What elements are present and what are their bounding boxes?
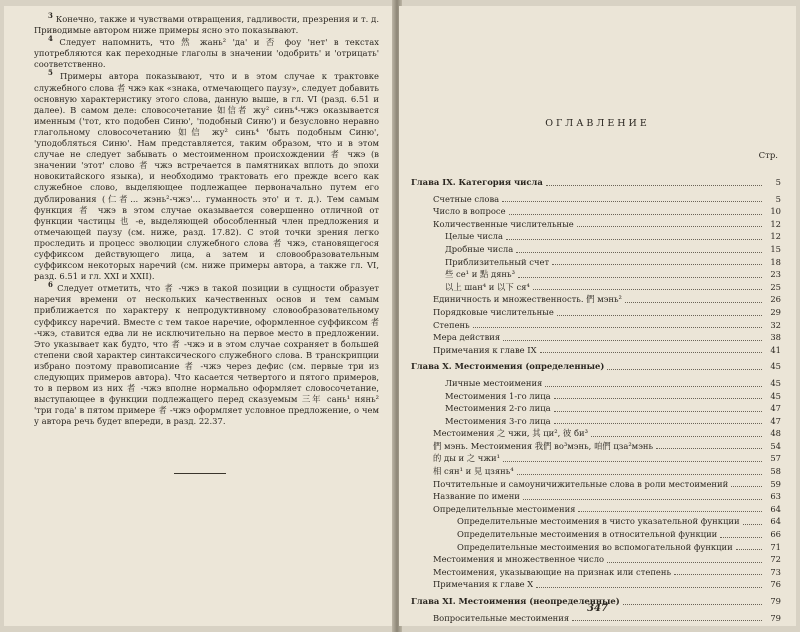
toc-leader-dots <box>577 226 762 227</box>
toc-entry <box>411 440 781 453</box>
toc-entry-page: 72 <box>770 554 781 565</box>
toc-entry <box>411 293 781 306</box>
left-page <box>4 6 395 626</box>
toc-entry-title: Определительные местоимения в относительной функции <box>457 529 718 540</box>
footnote <box>34 11 379 36</box>
toc-entry <box>411 566 781 579</box>
toc-entry-page: 47 <box>770 415 781 426</box>
toc-entry-title: Местоимения 3-го лица <box>445 415 551 426</box>
toc-entry-title: Глава X. Местоимения (определенные) <box>411 361 605 372</box>
toc-entry <box>411 452 781 465</box>
toc-entry <box>411 528 781 541</box>
toc-entry <box>411 490 781 503</box>
toc-entry-title: Глава XI. Местоимения (неопределенные) <box>411 596 620 606</box>
footnote-mark: 5 <box>48 68 53 78</box>
toc-entry-title: Определительные местоимения во вспомогательной функции <box>457 541 733 552</box>
footnote <box>34 280 379 427</box>
toc-leader-dots <box>503 461 762 462</box>
toc-entry-page: 73 <box>770 566 781 577</box>
toc-entry-page: 64 <box>770 503 781 514</box>
footnote-mark: 3 <box>48 11 53 21</box>
toc-entry-page: 76 <box>770 579 781 590</box>
footnote-text: Конечно, также и чувствами отвращения, гадливости, презрения и т. д. Приводимые автором ниже примеры ясно это показывают. <box>34 14 379 36</box>
toc-leader-dots <box>674 574 762 575</box>
toc-entry <box>411 230 781 243</box>
toc-entry <box>411 205 781 218</box>
toc-entry <box>411 377 781 390</box>
toc-chapter <box>411 360 781 373</box>
toc-leader-dots <box>518 277 762 278</box>
toc-entry-page: 41 <box>770 344 781 355</box>
footnote <box>34 68 379 282</box>
toc-entry <box>411 256 781 269</box>
toc-entry <box>411 218 781 231</box>
toc-leader-dots <box>736 549 762 550</box>
toc-entry-title: Почтительные и самоуничижительные слова в роли местоимений <box>433 478 729 489</box>
toc-entry-title: 相 сян¹ и 見 цзянь⁴ <box>433 466 514 477</box>
toc-entry-page: 79 <box>770 612 781 623</box>
toc-entry-page: 71 <box>770 541 781 552</box>
toc-entry-title: Местоимения 之 чжи, 其 ци², 彼 би³ <box>433 428 588 439</box>
toc-leader-dots <box>554 398 762 399</box>
right-page <box>399 6 796 626</box>
toc-entry <box>411 281 781 294</box>
toc-leader-dots <box>473 327 762 328</box>
toc-leader-dots <box>506 239 762 240</box>
toc-entry-title: Определительные местоимения в чисто указательной функции <box>457 516 740 527</box>
table-of-contents <box>411 172 781 624</box>
toc-entry-page: 64 <box>770 516 781 527</box>
toc-entry-title: Название по имени <box>433 491 520 502</box>
toc-leader-dots <box>731 486 762 487</box>
toc-entry <box>411 319 781 332</box>
toc-chapter <box>411 176 781 189</box>
toc-entry-title: Степень <box>433 319 470 330</box>
toc-entry-title: 些 се¹ и 點 дянь³ <box>445 269 515 280</box>
toc-entry-page: 45 <box>770 390 781 401</box>
toc-entry-title: Местоимения и множественное число <box>433 554 605 565</box>
toc-entry-page: 23 <box>770 269 781 280</box>
toc-entry-title: Определительные местоимения <box>433 503 576 514</box>
toc-entry <box>411 331 781 344</box>
toc-entry-page: 45 <box>770 361 781 372</box>
toc-entry-title: 的 ды и 之 чжи¹ <box>433 453 500 464</box>
toc-entry-page: 38 <box>770 332 781 343</box>
toc-entry <box>411 415 781 428</box>
toc-entry <box>411 541 781 554</box>
toc-entry-title: Глава IX. Категория числа <box>411 177 543 187</box>
toc-entry-page: 10 <box>770 206 781 217</box>
footnote-text: Следует напомнить, что 然 жань² 'да' и 否 фоу 'нет' в текстах употребляются как переходные глаголы в значении 'одобрить' и 'отрицать' соответственно. <box>34 37 379 70</box>
toc-entry-title: 們 мэнь. Местоимения 我們 во³мэнь, 咱們 цза²мэнь <box>433 440 654 451</box>
toc-entry <box>411 306 781 319</box>
toc-entry <box>411 243 781 256</box>
toc-entry-page: 25 <box>770 281 781 292</box>
toc-leader-dots <box>554 411 762 412</box>
toc-leader-dots <box>536 587 762 588</box>
toc-entry-page: 45 <box>770 377 781 388</box>
toc-entry-page: 12 <box>770 218 781 229</box>
toc-entry-title: Порядковые числительные <box>433 306 554 317</box>
toc-leader-dots <box>554 423 762 424</box>
toc-entry-page: 26 <box>770 294 781 305</box>
toc-entry-title: Местоимения, указывающие на признак или степень <box>433 566 672 577</box>
toc-entry-page: 63 <box>770 491 781 502</box>
toc-entry-title: Местоимения 2-го лица <box>445 403 551 414</box>
toc-entry <box>411 268 781 281</box>
footnote <box>34 34 379 70</box>
toc-leader-dots <box>607 562 762 563</box>
toc-leader-dots <box>552 264 762 265</box>
toc-leader-dots <box>540 352 762 353</box>
toc-entry <box>411 503 781 516</box>
toc-entry-title: Мера действия <box>433 332 501 343</box>
toc-leader-dots <box>533 289 762 290</box>
footnote-text: Следует отметить, что 者 -чжэ в такой позиции в сущности образует наречия времени от нескольких качественных основ и тем самым приближается по характеру к непродуктивному словообразовательному суффиксу наречий. Вместе с тем такое наречие, оформленное суффиксом 者 -чжэ, ставится едва ли не исключительно на первое место в предложении. Это указывает как будто, что 者 -чжэ и в этом случае сохраняет в большей степени свой характер синтаксического служебного слова. В транскрипции избрано поэтому правописание 者 -чжэ через дефис (см. первые три из следующих примеров автора). Что касается четвертого и пятого примеров, то в первом из них 者 -чжэ вполне нормально оформляет словосочетание, выступающее в функции подлежащего перед сказуемым 三年 сань¹ нянь² 'три года' в пятом примере 者 -чжэ оформляет условное предложение, о чем у автора речь будет впереди, в разд. 22.37. <box>34 283 379 427</box>
footnote-mark: 4 <box>48 34 53 44</box>
toc-leader-dots <box>591 436 762 437</box>
footnote-mark: 6 <box>48 280 53 290</box>
footnotes <box>34 11 379 428</box>
toc-entry-title: Целые числа <box>445 231 503 242</box>
toc-entry-title: Единичность и множественность. 們 мэнь² <box>433 294 622 305</box>
toc-leader-dots <box>720 537 762 538</box>
toc-leader-dots <box>656 448 762 449</box>
toc-entry <box>411 390 781 403</box>
toc-leader-dots <box>503 340 762 341</box>
toc-entry-page: 12 <box>770 231 781 242</box>
toc-entry-title: Вопросительные местоимения <box>433 612 570 623</box>
section-separator <box>174 473 226 474</box>
toc-leader-dots <box>517 474 762 475</box>
toc-entry-title: Приблизительный счет <box>445 256 550 267</box>
toc-leader-dots <box>578 511 762 512</box>
toc-entry-page: 15 <box>770 243 781 254</box>
toc-entry <box>411 553 781 566</box>
toc-leader-dots <box>523 499 762 500</box>
toc-leader-dots <box>545 386 762 387</box>
toc-entry-title: Личные местоимения <box>445 377 543 388</box>
toc-entry <box>411 578 781 591</box>
toc-entry-title: Дробные числа <box>445 243 514 254</box>
toc-leader-dots <box>625 302 762 303</box>
toc-leader-dots <box>502 201 762 202</box>
toc-entry <box>411 478 781 491</box>
toc-leader-dots <box>516 252 762 253</box>
toc-entry <box>411 515 781 528</box>
footnote-text: Примеры автора показывают, что и в этом случае к трактовке служебного слова 者 чжэ как «знака, отмечающего паузу», следует добавить основную характеристику этого слова, данную выше, в гл. VI (разд. 6.51 и далее). В самом деле: словосочетание 如信者 жу² синь⁴-чжэ оказывается именным ('тот, кто подобен Синю', 'подобный Синю') и безусловно неравно глагольному словосочетанию 如信 жу² синь⁴ 'быть подобным Синю', 'уподобляться Синю'. Нам представляется, таким образом, что и в этом случае не следует забывать о местоименном происхождении 者 чжэ (в значении 'этот' слово 者 чжэ встречается в памятниках вплоть до эпохи новокитайского языка), и необходимо трактовать его прежде всего как служебное слово, выделяющее подлежащее первоначально путем его дублирования (仁者... жэнь²-чжэ'... гуманность это' и т. д.). Тем самым функция 者 чжэ в этом случае оказывается совершенно отличной от функции частицы 也 -е, выделяющей обособленный член предложения и отмечающей паузу (см. ниже, разд. 17.82). С этой точки зрения легко проследить и процесс эволюции служебного слова 者 чжэ, становящегося суффиксом действующего лица, а затем и словообразовательным суффиксом некоторых наречий (см. ниже примеры автора, а также гл. VI, разд. 6.51 и гл. XXI и XXII). <box>34 71 379 282</box>
toc-leader-dots <box>607 369 762 370</box>
toc-entry-page: 79 <box>770 596 781 606</box>
toc-leader-dots <box>743 524 762 525</box>
toc-entry-page: 18 <box>770 256 781 267</box>
toc-entry <box>411 402 781 415</box>
toc-entry-title: Количественные числительные <box>433 218 574 229</box>
toc-entry-page: 47 <box>770 403 781 414</box>
toc-entry-page: 54 <box>770 440 781 451</box>
toc-leader-dots <box>557 315 762 316</box>
toc-title: ОГЛАВЛЕНИЕ <box>545 118 650 129</box>
toc-entry-page: 5 <box>775 193 781 204</box>
toc-entry-title: Примечания к главе X <box>433 579 534 590</box>
toc-entry-page: 59 <box>770 478 781 489</box>
toc-entry-title: Счетные слова <box>433 193 500 204</box>
page-column-header: Стр. <box>758 151 778 161</box>
toc-leader-dots <box>572 620 762 621</box>
toc-entry-title: Примечания к главе IX <box>433 344 537 355</box>
toc-leader-dots <box>509 214 762 215</box>
toc-entry <box>411 465 781 478</box>
toc-entry-title: 以上 шан⁴ и 以下 ся⁴ <box>445 281 530 292</box>
toc-entry <box>411 427 781 440</box>
toc-entry-page: 32 <box>770 319 781 330</box>
page-number: 347 <box>587 603 608 614</box>
toc-leader-dots <box>546 185 762 186</box>
toc-entry-page: 66 <box>770 529 781 540</box>
toc-entry-page: 58 <box>770 466 781 477</box>
toc-entry <box>411 193 781 206</box>
toc-entry-page: 5 <box>775 177 781 187</box>
toc-entry-title: Местоимения 1-го лица <box>445 390 551 401</box>
toc-entry-page: 57 <box>770 453 781 464</box>
toc-entry-page: 29 <box>770 306 781 317</box>
toc-entry-page: 48 <box>770 428 781 439</box>
toc-entry-title: Число в вопросе <box>433 206 506 217</box>
toc-entry <box>411 344 781 357</box>
